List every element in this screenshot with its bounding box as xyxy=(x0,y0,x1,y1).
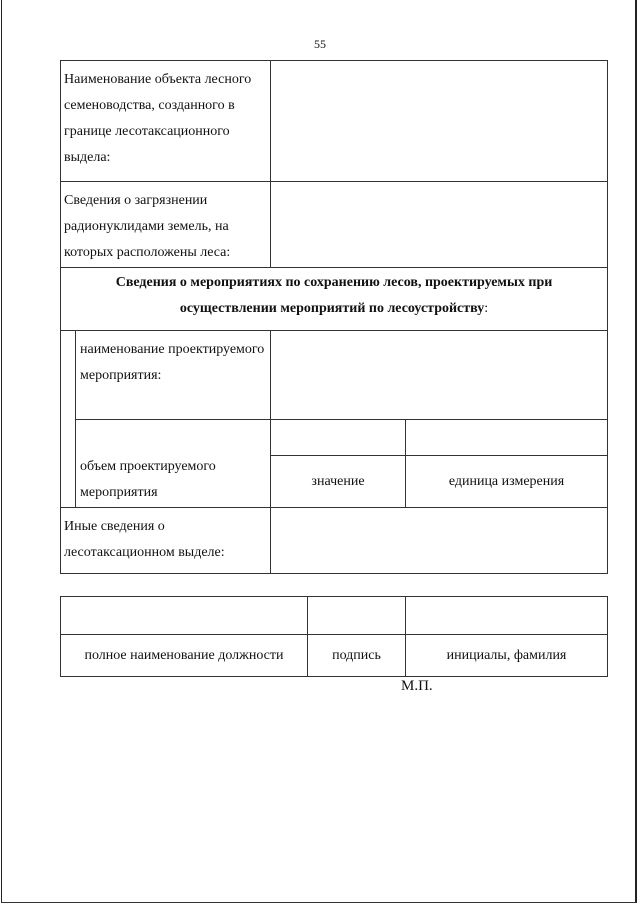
value-label: значение xyxy=(271,456,406,508)
position-label: полное наименование должности xyxy=(61,635,308,677)
measure-value-input[interactable] xyxy=(271,420,406,456)
measures-heading-suffix: : xyxy=(484,301,489,316)
radionuclide-value[interactable] xyxy=(271,182,608,268)
name-label: инициалы, фамилия xyxy=(406,635,608,677)
signature-table xyxy=(60,596,608,677)
other-info-value[interactable] xyxy=(271,508,608,574)
measures-heading xyxy=(61,268,608,331)
unit-label: единица измерения xyxy=(406,456,608,508)
measure-name-label: наименование проектируемого мероприятия: xyxy=(76,331,271,420)
seed-object-value[interactable] xyxy=(271,61,608,182)
position-input[interactable] xyxy=(61,597,308,635)
name-input[interactable] xyxy=(406,597,608,635)
forest-plot-info-table xyxy=(60,60,608,574)
measure-volume-label: объем проектируемого мероприятия xyxy=(76,420,271,508)
stamp-label: М.П. xyxy=(401,678,433,694)
signature-input[interactable] xyxy=(308,597,406,635)
page-number: 55 xyxy=(314,37,326,51)
signature-label: подпись xyxy=(308,635,406,677)
measure-unit-input[interactable] xyxy=(406,420,608,456)
other-info-label: Иные сведения о лесотаксационном выделе: xyxy=(61,508,271,574)
seed-object-label: Наименование объекта лесного семеноводства, созданного в границе лесотаксационного выдела: xyxy=(61,61,271,182)
measures-heading-text: Сведения о мероприятиях по сохранению лесов, проектируемых при осуществлении мероприятий по лесоустройству xyxy=(115,275,553,316)
measures-indent xyxy=(61,331,76,508)
radionuclide-label: Сведения о загрязнении радионуклидами земель, на которых расположены леса: xyxy=(61,182,271,268)
measure-name-value[interactable] xyxy=(271,331,608,420)
